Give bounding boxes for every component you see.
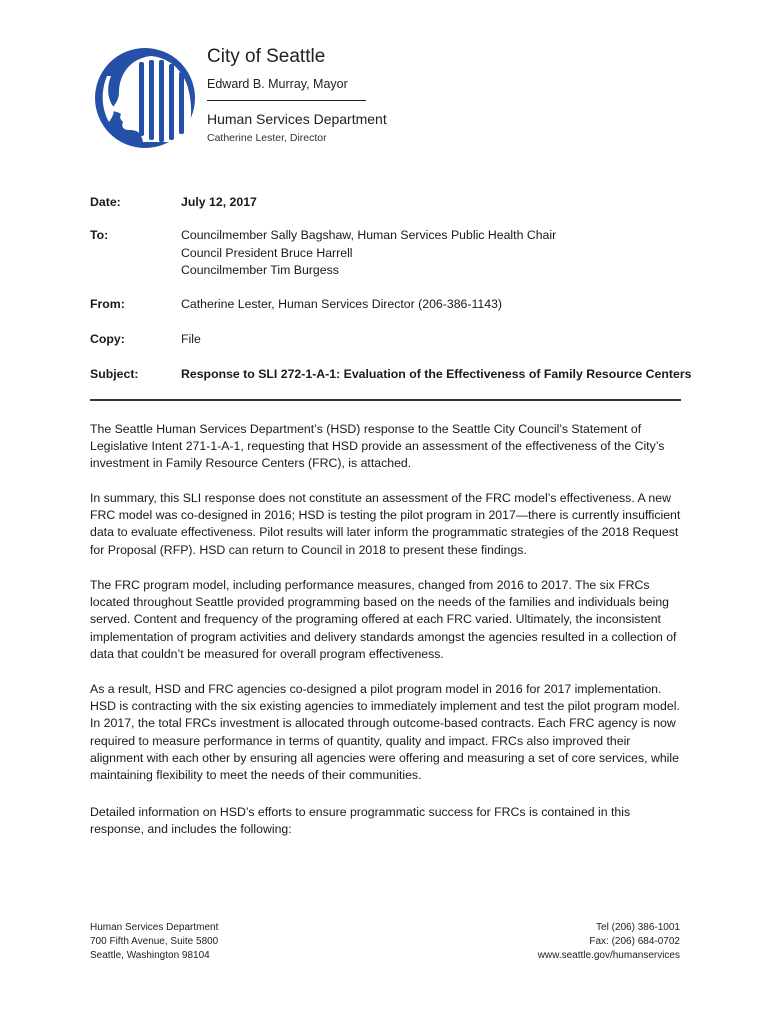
date-value: July 12, 2017 bbox=[181, 195, 257, 209]
from-label: From: bbox=[90, 297, 125, 311]
body-paragraph: Detailed information on HSD’s efforts to ensure programmatic success for FRCs is contained in this response, and includes the following: bbox=[90, 805, 631, 837]
to-recipients bbox=[181, 227, 691, 280]
footer-website-link[interactable]: www.seattle.gov/humanservices bbox=[537, 950, 680, 961]
letterhead-divider bbox=[207, 100, 366, 101]
body-paragraph: The FRC program model, including performance measures, changed from 2016 to 2017. The six FRCs located throughout Seattle provided programming based on the needs of the families and individuals being served. Content and frequency of the programing offered at each FRC varied. Ultimately, the inconsistent implementation of program activities and delivery standards amongst the agencies resulted in a collection of data that couldn’t be measured for overall program effectiveness. bbox=[90, 578, 677, 661]
city-name: City of Seattle bbox=[207, 46, 326, 67]
footer-line: 700 Fifth Avenue, Suite 5800 bbox=[90, 936, 219, 947]
footer-phone: Tel (206) 386-1001 bbox=[596, 922, 680, 933]
footer-line: Seattle, Washington 98104 bbox=[90, 950, 210, 961]
footer-contact bbox=[538, 921, 680, 963]
recipient: Council President Bruce Harrell bbox=[181, 245, 353, 260]
subject-label: Subject: bbox=[90, 367, 139, 381]
to-label: To: bbox=[90, 228, 109, 242]
copy-label: Copy: bbox=[90, 332, 125, 346]
footer-fax: Fax: (206) 684-0702 bbox=[589, 936, 680, 947]
footer-line: Human Services Department bbox=[90, 922, 219, 933]
mayor-name: Edward B. Murray, Mayor bbox=[207, 77, 348, 91]
director-name: Catherine Lester, Director bbox=[207, 132, 327, 144]
body-paragraph: As a result, HSD and FRC agencies co-designed a pilot program model in 2016 for 2017 implementation. HSD is contracting with the six existing agencies to immediately implement and test the pilot program model. In 2017, the total FRCs investment is allocated through outcome-based contracts. Each FRC agency is now required to measure performance in terms of quantity, quality and impact. FRCs also improved their alignment with each other by ensuring all agencies were offering and measuring a set of core services, while maintaining flexibility to meet the needs of their communities. bbox=[90, 682, 680, 783]
body-paragraph: The Seattle Human Services Department’s (HSD) response to the Seattle City Council’s Statement of Legislative Intent 271-1-A-1, requesting that HSD provide an assessment of the effectiveness of the City’s investment in Family Resource Centers (FRC), is attached. bbox=[90, 422, 665, 471]
recipient: Councilmember Sally Bagshaw, Human Services Public Health Chair bbox=[181, 228, 557, 242]
body-paragraph: In summary, this SLI response does not constitute an assessment of the FRC model’s effectiveness. A new FRC model was co-designed in 2016; HSD is testing the pilot program in 2017—there is currently insufficient data to evaluate effectiveness. Pilot results will later inform the programmatic strategies of the 2018 Request for Proposal (RFP). HSD can return to Council in 2018 to present these findings. bbox=[90, 491, 681, 557]
recipient: Councilmember Tim Burgess bbox=[181, 263, 339, 277]
copy-value: File bbox=[181, 332, 201, 346]
date-label: Date: bbox=[90, 195, 121, 209]
footer-address bbox=[90, 921, 218, 963]
from-value: Catherine Lester, Human Services Director (206-386-1143) bbox=[181, 297, 503, 311]
subject-value: Response to SLI 272-1-A-1: Evaluation of the Effectiveness of Family Resource Centers bbox=[181, 367, 692, 381]
header-divider bbox=[90, 399, 681, 401]
city-of-seattle-seal-logo bbox=[93, 46, 197, 150]
department-name: Human Services Department bbox=[207, 111, 387, 127]
